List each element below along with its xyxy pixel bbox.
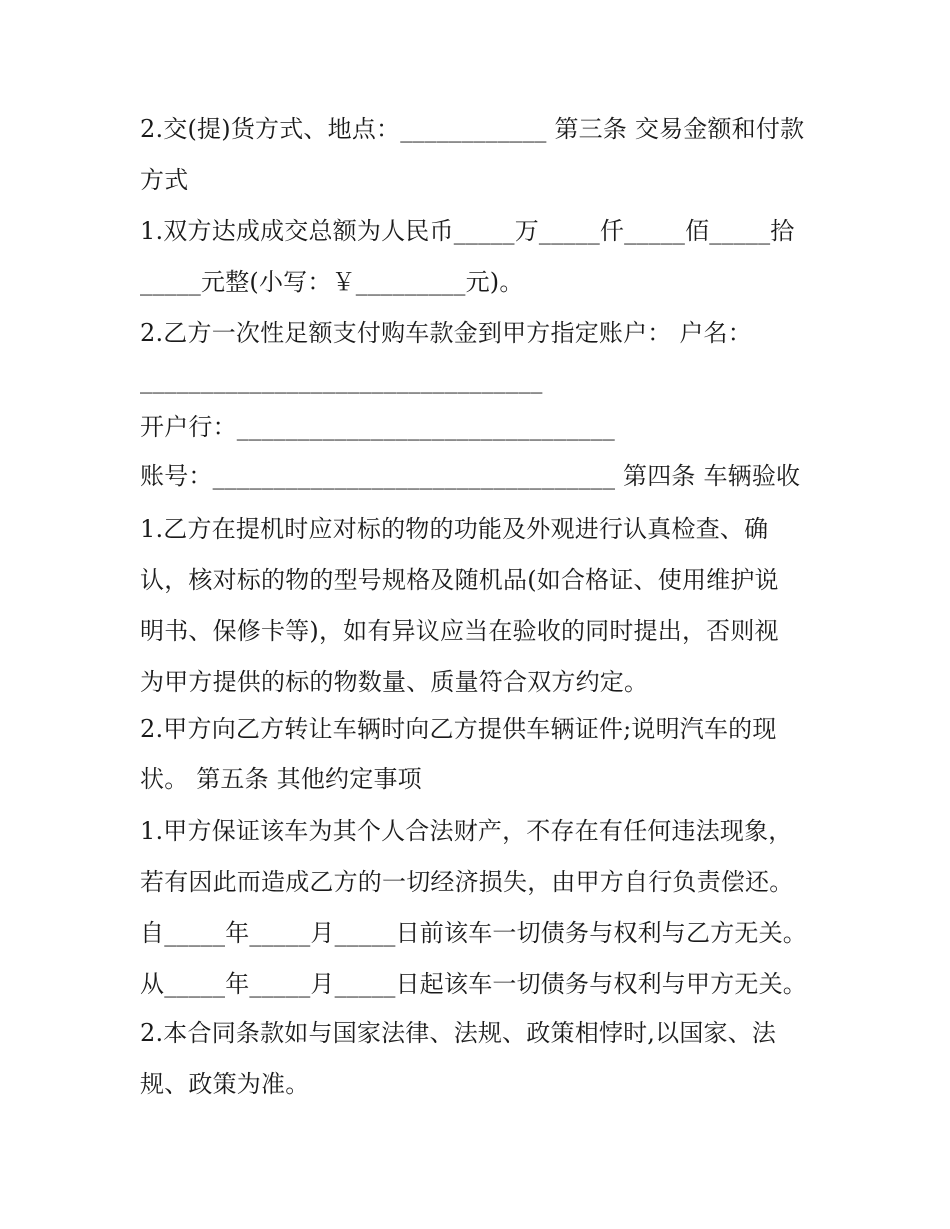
text-line: 若有因此而造成乙方的一切经济损失，由甲方自行负责偿还。 bbox=[140, 868, 794, 896]
text-line: 明书、保修卡等)，如有异议应当在验收的同时提出，否则视 bbox=[140, 617, 779, 645]
text-line: 自_____年_____月_____日前该车一切债务与权利与乙方无关。 bbox=[140, 919, 807, 947]
text-line: 1.乙方在提机时应对标的物的功能及外观进行认真检查、确 bbox=[140, 515, 769, 543]
text-line: 状。 第五条 其他约定事项 bbox=[140, 765, 422, 793]
text-line: 2.交(提)货方式、地点：____________ 第三条 交易金额和付款 bbox=[140, 115, 805, 143]
text-line: 规、政策为准。 bbox=[140, 1070, 310, 1098]
text-line: 2.本合同条款如与国家法律、法规、政策相悖时,以国家、法 bbox=[140, 1019, 777, 1047]
text-line: 为甲方提供的标的物数量、质量符合双方约定。 bbox=[140, 668, 649, 696]
text-line: 方式 bbox=[140, 166, 189, 194]
text-line: 1.双方达成成交总额为人民币_____万_____仟_____佰_____拾 bbox=[140, 217, 795, 245]
text-line: 认，核对标的物的型号规格及随机品(如合格证、使用维护说 bbox=[140, 566, 779, 594]
text-line: _____元整(小写：￥_________元)。 bbox=[140, 268, 524, 296]
text-line: 2.甲方向乙方转让车辆时向乙方提供车辆证件;说明汽车的现 bbox=[140, 715, 777, 743]
text-line: 账号：_________________________________ 第四条 车辆验收 bbox=[140, 462, 801, 490]
text-line: 1.甲方保证该车为其个人合法财产，不存在有任何违法现象， bbox=[140, 817, 793, 845]
text-line: 从_____年_____月_____日起该车一切债务与权利与甲方无关。 bbox=[140, 970, 807, 998]
text-line: _________________________________ bbox=[140, 366, 543, 394]
text-line: 2.乙方一次性足额支付购车款金到甲方指定账户： 户名： bbox=[140, 319, 752, 347]
text-line: 开户行：_______________________________ bbox=[140, 413, 615, 441]
